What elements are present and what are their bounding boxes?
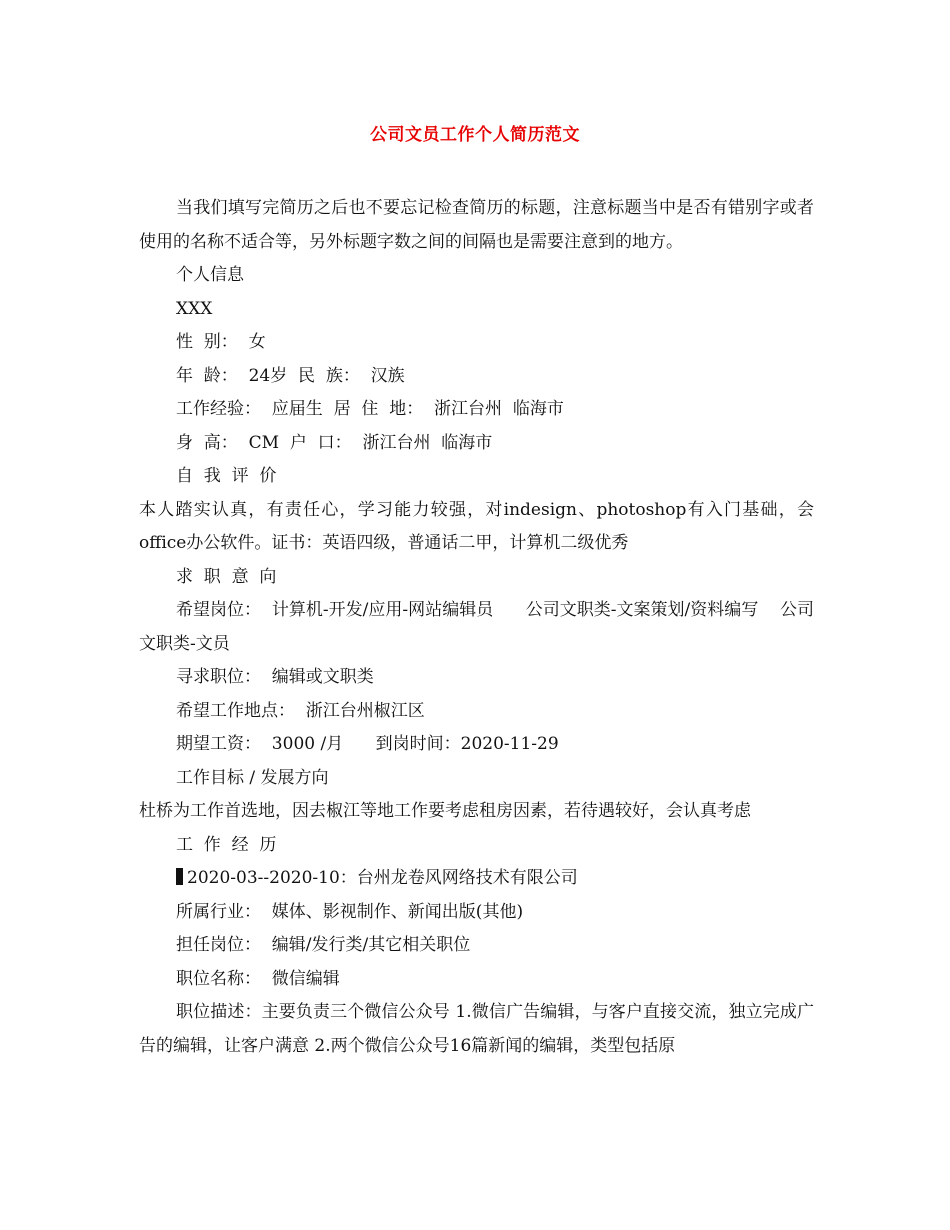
age-ethnicity-line: 年 龄： 24岁 民 族： 汉族 xyxy=(176,365,405,386)
work-entry-header xyxy=(139,862,814,896)
position-category-line: 担任岗位： 编辑/发行类/其它相关职位 xyxy=(176,935,471,955)
height-hukou-line: 身 高： CM 户 口： 浙江台州 临海市 xyxy=(176,432,493,453)
desired-positions-line: 希望岗位： 计算机-开发/应用-网站编辑员 公司文职类-文案策划/资料编写 公司文职类-文员 xyxy=(139,600,814,654)
section-heading-self-evaluation: 自 我 评 价 xyxy=(176,466,277,486)
gender-line: 性 别： 女 xyxy=(176,332,266,352)
position-name-line: 职位名称： 微信编辑 xyxy=(176,968,340,989)
goals-paragraph: 杜桥为工作首选地，因去椒江等地工作要考虑租房因素，若待遇较好，会认真考虑 xyxy=(139,801,751,821)
section-heading-work-history: 工 作 经 历 xyxy=(176,834,277,855)
experience-residence-line: 工作经验： 应届生 居 住 地： 浙江台州 临海市 xyxy=(176,399,564,419)
intro-paragraph: 当我们填写完简历之后也不要忘记检查简历的标题，注意标题当中是否有错别字或者使用的名称不适合等，另外标题字数之间的间隔也是需要注意到的地方。 xyxy=(139,198,814,252)
section-heading-personal-info: 个人信息 xyxy=(176,265,244,285)
desired-location-line: 希望工作地点： 浙江台州椒江区 xyxy=(176,700,425,721)
document-body xyxy=(139,192,814,1063)
document-title: 公司文员工作个人简历范文 xyxy=(370,125,580,145)
section-heading-goals: 工作目标 / 发展方向 xyxy=(176,767,329,788)
work-entry-title: 2020-03--2020-10：台州龙卷风网络技术有限公司 xyxy=(187,868,578,888)
bullet-bar-icon xyxy=(176,868,183,885)
job-description-paragraph: 职位描述：主要负责三个微信公众号 1.微信广告编辑，与客户直接交流，独立完成广告的编辑，让客户满意 2.两个微信公众号16篇新闻的编辑，类型包括原 xyxy=(139,1002,814,1056)
section-heading-job-intention: 求 职 意 向 xyxy=(176,566,277,587)
name-line: XXX xyxy=(176,298,213,319)
seeking-position-line: 寻求职位： 编辑或文职类 xyxy=(176,667,374,687)
industry-line: 所属行业： 媒体、影视制作、新闻出版(其他) xyxy=(176,901,524,922)
salary-start-date-line: 期望工资： 3000 /月 到岗时间：2020-11-29 xyxy=(176,734,559,754)
self-evaluation-paragraph: 本人踏实认真，有责任心，学习能力较强，对indesign、photoshop有入门基础，会office办公软件。证书：英语四级，普通话二甲，计算机二级优秀 xyxy=(139,499,814,553)
